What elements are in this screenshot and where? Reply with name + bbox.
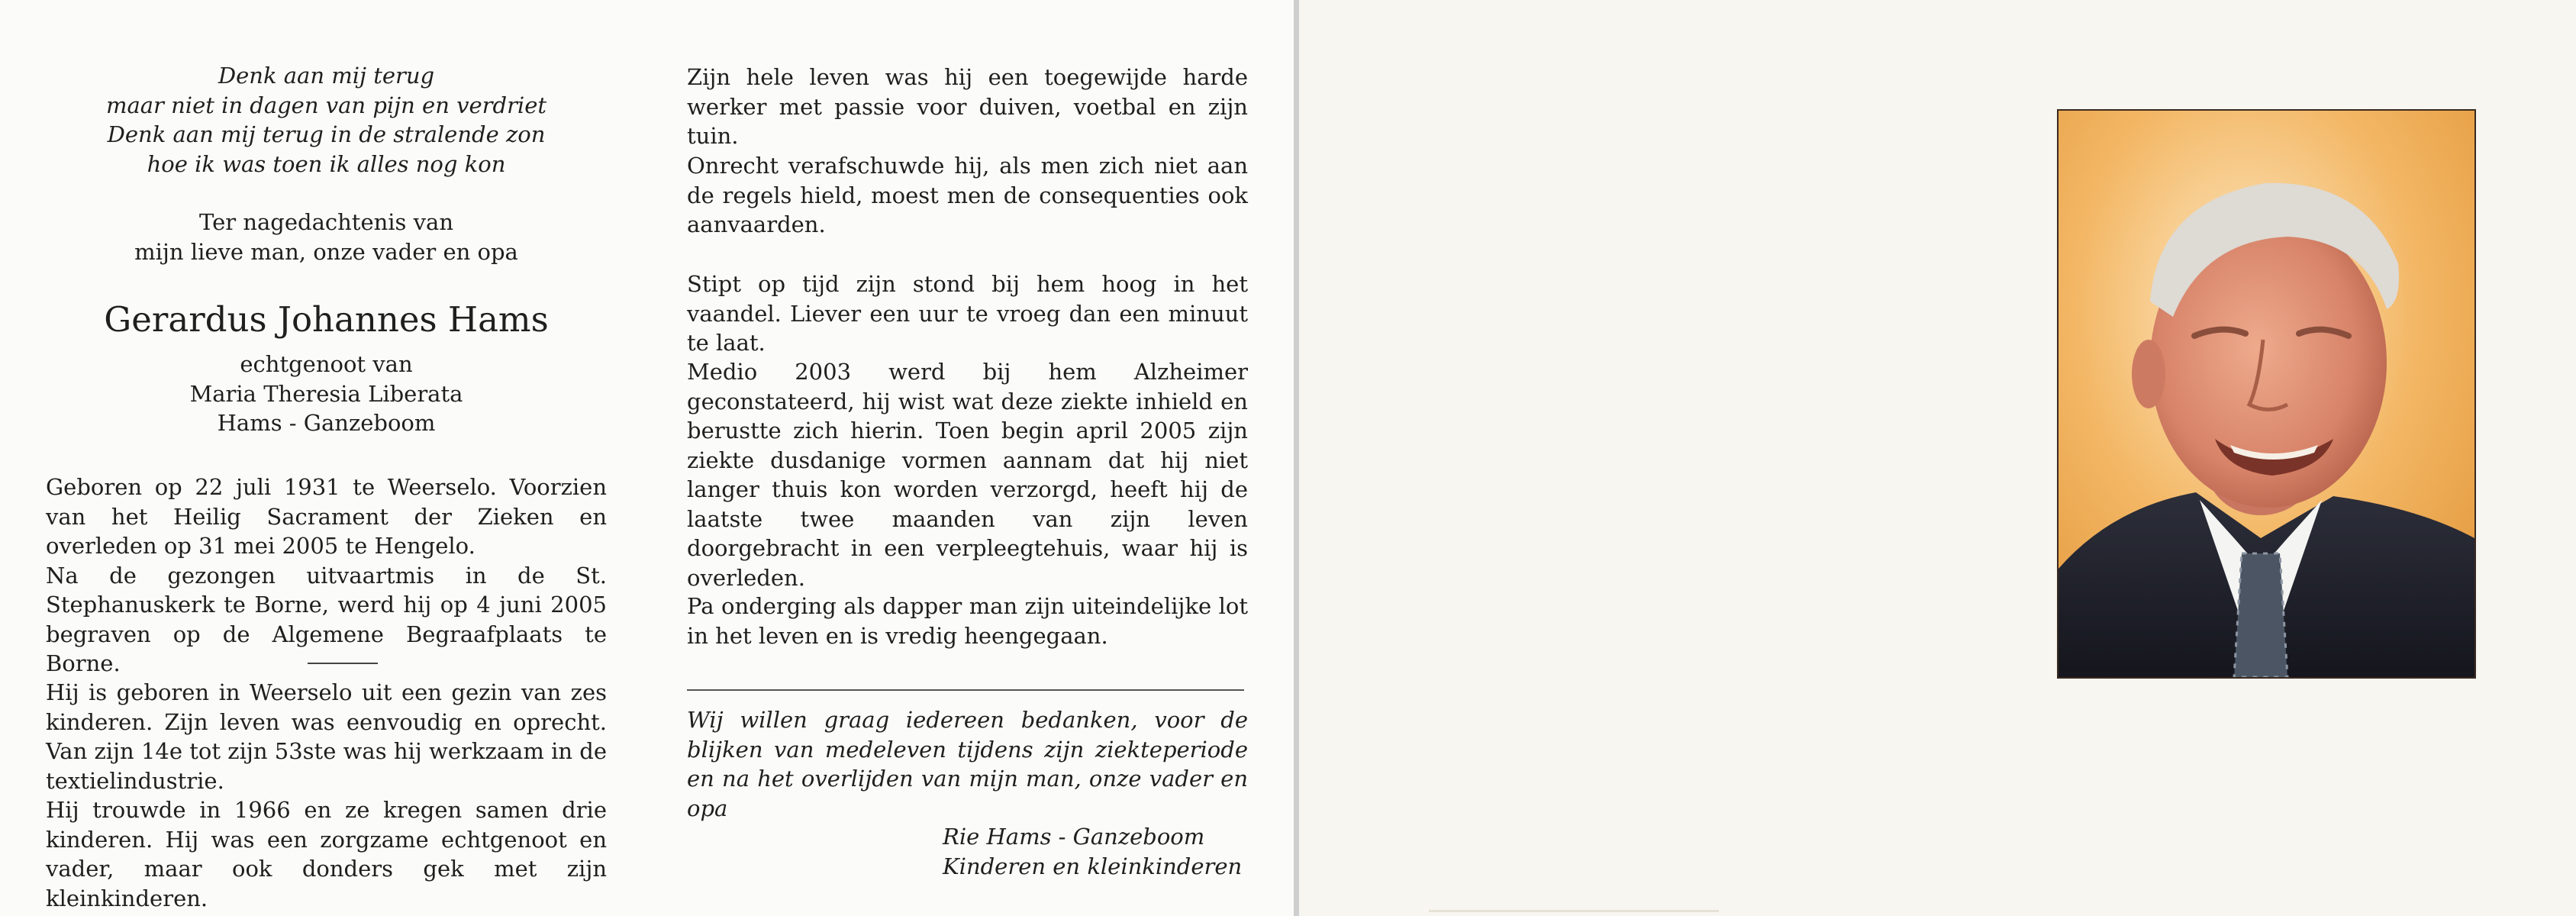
deceased-name: Gerardus Johannes Hams [104,299,549,340]
thanks-paragraph: Wij willen graag iedereen bedanken, voor de blijken van medeleven tijdens zijn ziekteperiode en na het overlijden van mijn man, onze vader en opa [687,707,1248,821]
thanks-divider [687,689,1244,691]
spouse-line: Hams - Ganzeboom [217,410,436,436]
character-paragraph-2: Onrecht verafschuwde hij, als men zich niet aan de regels hield, moest men de consequenties ook aanvaarden. [687,153,1248,237]
signature-line: Kinderen en kleinkinderen [943,853,1243,879]
paper-edge [1429,910,1719,912]
character-paragraph-1: Zijn hele leven was hij een toegewijde harde werker met passie voor duiven, voetbal en zijn tuin. [687,64,1248,149]
portrait-illustration [2059,111,2474,677]
spouse-line: Maria Theresia Liberata [189,380,463,407]
short-divider [308,663,378,664]
birth-death-paragraph: Geboren op 22 juli 1931 te Weerselo. Voorzien van het Heilig Sacrament der Zieken en overleden op 31 mei 2005 te Hengelo. [46,474,607,559]
illness-paragraph: Medio 2003 werd bij hem Alzheimer geconstateerd, hij wist wat deze ziekte inhield en berustte zich hierin. Toen begin april 2005 zijn ziekte dusdanige vormen aannam dat hij niet langer thuis kon worden verzorgd, heeft hij de laatste twee maanden van zijn leven doorgebracht in een verpleegtehuis, waar hij is overleden. [687,359,1248,591]
closing-paragraph: Pa onderging als dapper man zijn uiteindelijke lot in het leven en is vredig heengegaan. [687,593,1248,649]
portrait-photo [2057,109,2476,679]
poem-line: maar niet in dagen van pijn en verdriet [105,92,547,118]
life-paragraph-2: Hij trouwde in 1966 en ze kregen samen drie kinderen. Hij was een zorgzame echtgenoot en vader, maar ook donders gek met zijn kleinkinderen. [46,797,607,911]
character-paragraph-3: Stipt op tijd zijn stond bij hem hoog in het vaandel. Liever een uur te vroeg dan een minuut te laat. [687,271,1248,356]
left-ear [2132,340,2165,408]
poem-line: Denk aan mij terug [218,63,435,89]
signature-block [943,822,1248,881]
in-memory-of [46,208,607,266]
funeral-paragraph: Na de gezongen uitvaartmis in de St. Stephanuskerk te Borne, werd hij op 4 juni 2005 begraven op de Algemene Begraafplaats te Borne. [46,562,607,676]
memorial-poem [46,61,607,179]
spouse-block [46,350,607,438]
birth-death-block [46,473,607,679]
life-paragraph-1: Hij is geboren in Weerselo uit een gezin van zes kinderen. Zijn leven was eenvoudig en oprecht. Van zijn 14e tot zijn 53ste was hij werkzaam in de textielindustrie. [46,679,607,794]
poem-line: hoe ik was toen ik alles nog kon [147,150,506,177]
poem-line: Denk aan mij terug in de stralende zon [107,121,546,147]
spouse-line: echtgenoot van [240,351,413,377]
memory-line: Ter nagedachtenis van [198,209,454,235]
card-fold [1294,0,1299,916]
signature-line: Rie Hams - Ganzeboom [943,824,1205,850]
life-story-block [46,678,607,913]
memory-line: mijn lieve man, onze vader en opa [134,238,518,265]
necktie [2234,553,2287,677]
